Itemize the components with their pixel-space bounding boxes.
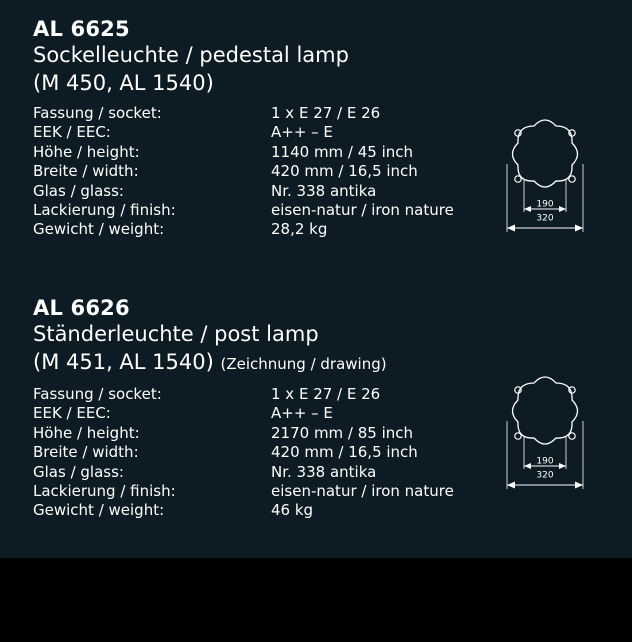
spec-label: Glas / glass: (33, 181, 124, 200)
spec-row-glass (33, 463, 503, 482)
model-reference: (M 450, AL 1540) (33, 71, 214, 95)
spec-table (33, 385, 503, 521)
product-title: Sockelleuchte / pedestal lamp (33, 43, 349, 67)
base-outline (513, 120, 578, 187)
spec-value: Nr. 338 antika (271, 462, 377, 481)
bolt-hole (569, 176, 575, 182)
base-outline (513, 377, 578, 444)
spec-row-socket (33, 104, 503, 123)
spec-label: Lackierung / finish: (33, 200, 176, 219)
spec-row-finish (33, 201, 503, 220)
dimension-outer-label: 320 (536, 213, 554, 224)
spec-value: eisen-natur / iron nature (271, 481, 454, 500)
spec-label: Fassung / socket: (33, 385, 162, 403)
spec-label: EEK / EEC: (33, 123, 111, 142)
dimension-outer-label: 320 (536, 470, 554, 481)
dimension-inner-label: 190 (536, 456, 554, 467)
spec-label: Höhe / height: (33, 423, 140, 442)
spec-row-width (33, 443, 503, 462)
spec-label: Glas / glass: (33, 462, 124, 481)
spec-row-height (33, 424, 503, 443)
spec-value: 420 mm / 16,5 inch (271, 443, 418, 462)
dimension-inner-label: 190 (536, 199, 554, 210)
spec-value: 420 mm / 16,5 inch (271, 162, 418, 181)
base-outline-drawing (503, 373, 587, 493)
base-drawing-al-6626 (503, 373, 587, 493)
product-block-al-6625 (33, 17, 503, 240)
spec-value: 28,2 kg (271, 220, 328, 239)
spec-row-socket (33, 385, 503, 404)
model-reference: (M 451, AL 1540) (33, 350, 214, 374)
product-code: AL 6626 (33, 296, 130, 320)
spec-label: Fassung / socket: (33, 104, 162, 122)
bolt-hole (515, 176, 521, 182)
base-drawing-al-6625 (503, 116, 587, 236)
spec-label: Gewicht / weight: (33, 220, 165, 239)
spec-row-glass (33, 182, 503, 201)
spec-value: A++ – E (271, 404, 333, 423)
spec-label: Breite / width: (33, 443, 139, 462)
spec-value: 1 x E 27 / E 26 (271, 385, 381, 403)
spec-row-width (33, 162, 503, 181)
spec-table (33, 104, 503, 240)
spec-label: Höhe / height: (33, 142, 140, 161)
spec-row-eec (33, 123, 503, 142)
spec-label: Lackierung / finish: (33, 481, 176, 500)
spec-value: A++ – E (271, 123, 333, 142)
spec-row-weight (33, 501, 503, 520)
drawing-note: (Zeichnung / drawing) (220, 355, 387, 373)
bolt-hole (515, 433, 521, 439)
spec-value: 1 x E 27 / E 26 (271, 104, 381, 122)
spec-value: 2170 mm / 85 inch (271, 423, 414, 442)
spec-label: Breite / width: (33, 162, 139, 181)
product-subtitle (33, 348, 503, 378)
spec-row-eec (33, 404, 503, 423)
spec-value: 46 kg (271, 501, 314, 520)
product-code: AL 6625 (33, 17, 130, 41)
product-title: Ständerleuchte / post lamp (33, 322, 319, 346)
spec-row-height (33, 143, 503, 162)
spec-label: Gewicht / weight: (33, 501, 165, 520)
spec-value: eisen-natur / iron nature (271, 200, 454, 219)
spec-row-weight (33, 220, 503, 239)
spec-row-finish (33, 482, 503, 501)
spec-value: Nr. 338 antika (271, 181, 377, 200)
product-subtitle (33, 69, 503, 97)
bolt-hole (569, 433, 575, 439)
product-block-al-6626 (33, 296, 503, 521)
base-outline-drawing (503, 116, 587, 236)
spec-label: EEK / EEC: (33, 404, 111, 423)
spec-value: 1140 mm / 45 inch (271, 142, 414, 161)
